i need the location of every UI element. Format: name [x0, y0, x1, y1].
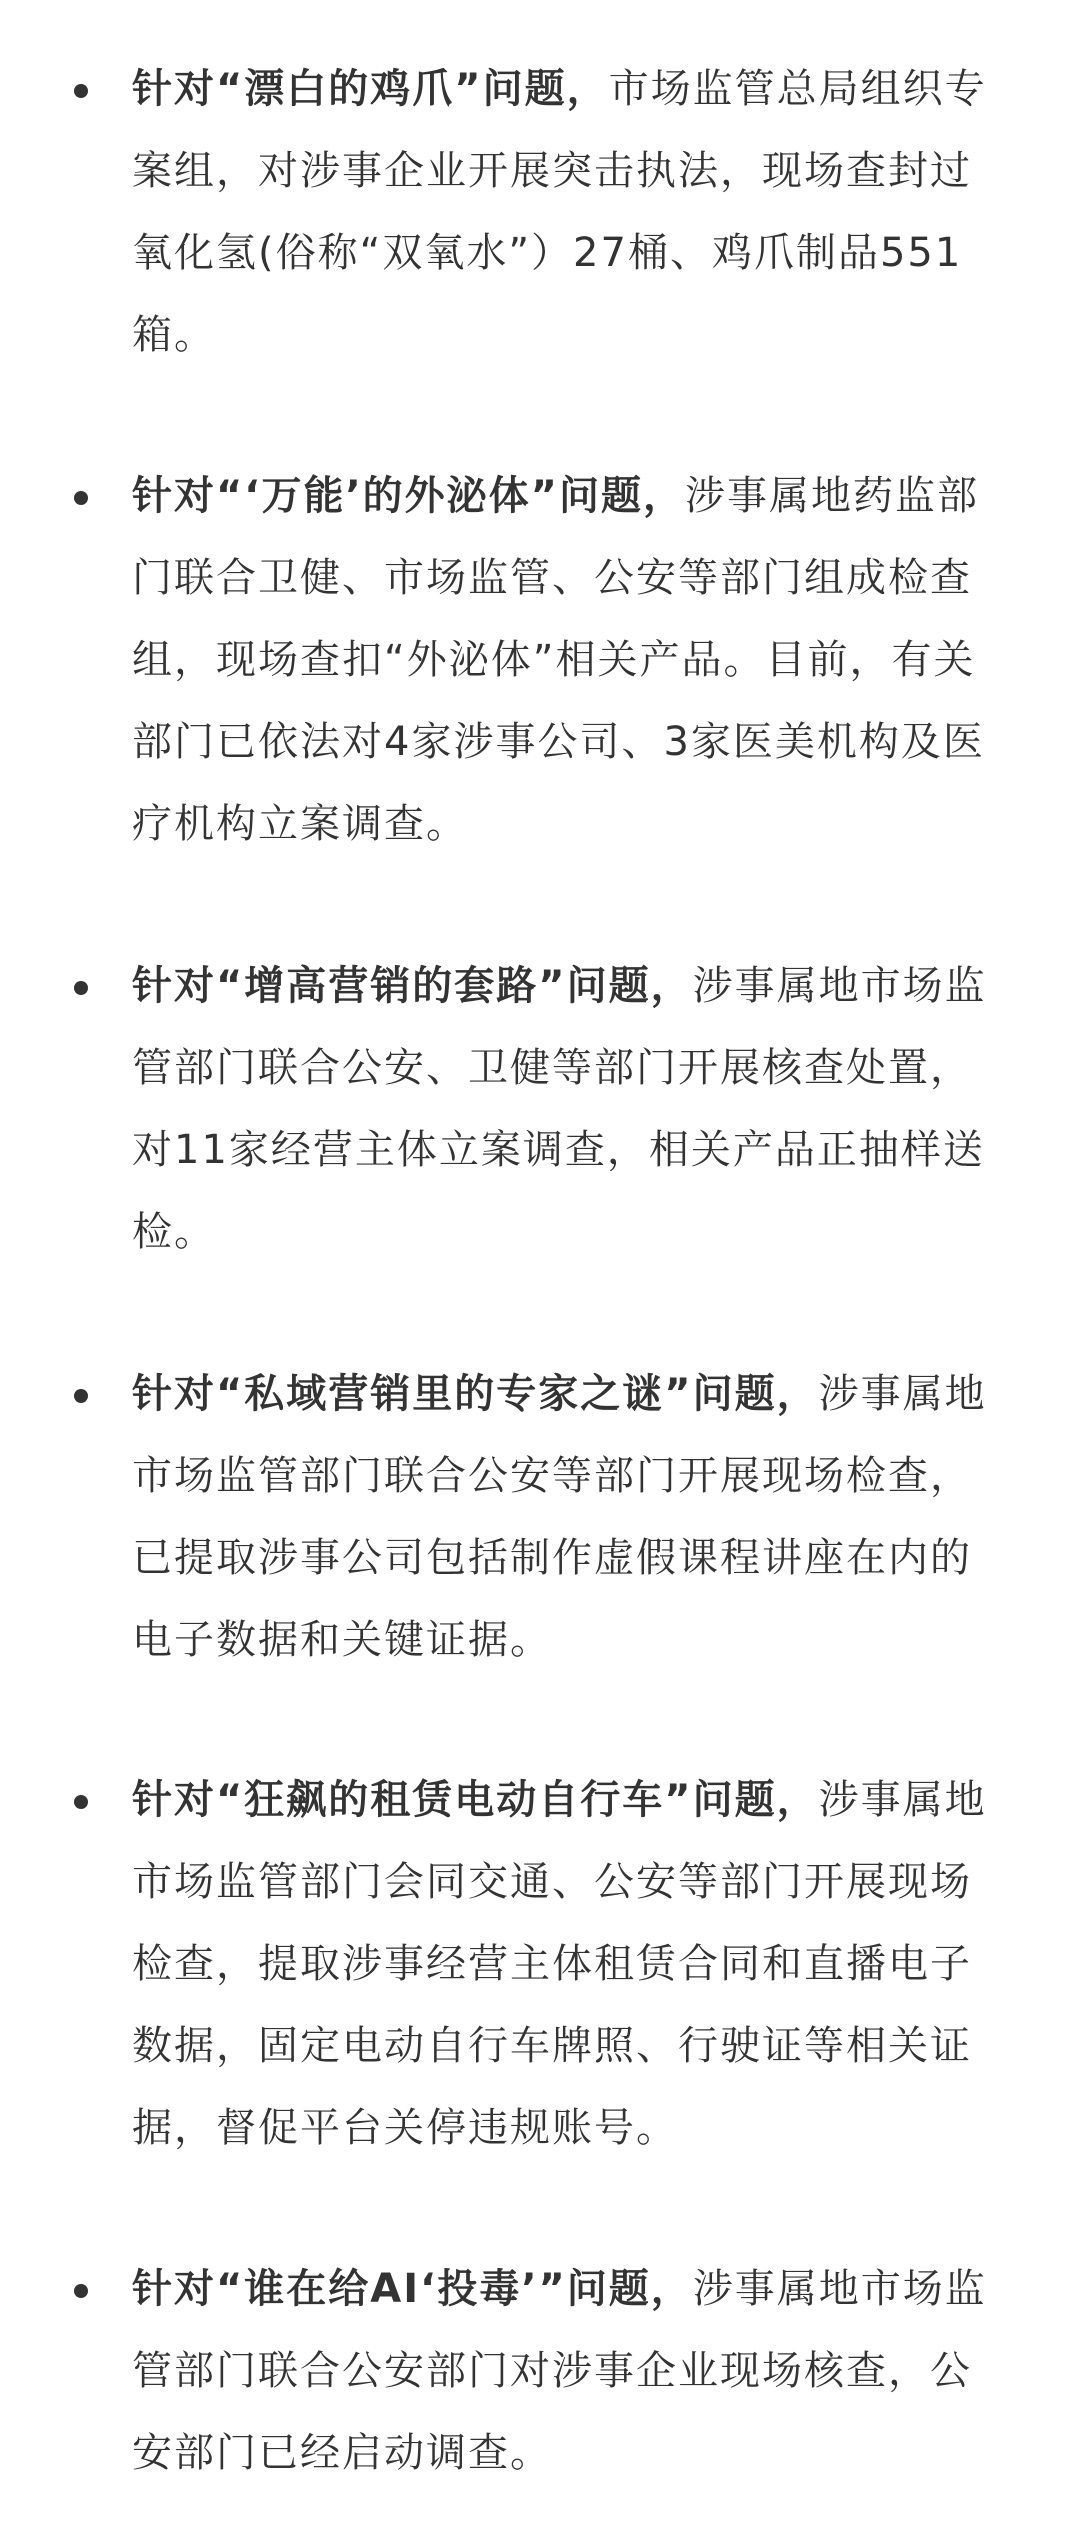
list-item-body: 市场监管总局组织专案组，对涉事企业开展突击执法，现场查封过氧化氢(俗称“双氧水”）27桶、鸡爪制品551箱。 — [132, 66, 987, 358]
list-item-text — [132, 455, 1012, 865]
list-item-text — [132, 1353, 1012, 1681]
bullet-dot — [74, 84, 88, 98]
bullet-dot — [74, 2284, 88, 2298]
list-item-body: 涉事属地市场监管部门联合公安部门对涉事企业现场核查，公安部门已经启动调查。 — [132, 2266, 987, 2476]
bullet-dot — [74, 1389, 88, 1403]
list-item-lead: 针对“漂白的鸡爪”问题， — [132, 66, 609, 112]
list-item-text — [132, 945, 1012, 1273]
list-item-lead: 针对“‘万能’的外泌体”问题， — [132, 473, 685, 519]
list-item-lead: 针对“谁在给AI‘投毒’”问题， — [132, 2266, 693, 2312]
list-item-text — [132, 1759, 1012, 2169]
list-item-lead: 针对“私域营销里的专家之谜”问题， — [132, 1371, 819, 1417]
bullet-dot — [74, 981, 88, 995]
list-item-text — [132, 48, 1012, 376]
list-item-lead: 针对“增高营销的套路”问题， — [132, 963, 693, 1009]
list-item-lead: 针对“狂飙的租赁电动自行车”问题， — [132, 1777, 819, 1823]
bullet-dot — [74, 491, 88, 505]
list-item-body: 涉事属地药监部门联合卫健、市场监管、公安等部门组成检查组，现场查扣“外泌体”相关产品。目前，有关部门已依法对4家涉事公司、3家医美机构及医疗机构立案调查。 — [132, 473, 985, 847]
bullet-dot — [74, 1795, 88, 1809]
list-item-body: 涉事属地市场监管部门会同交通、公安等部门开展现场检查，提取涉事经营主体租赁合同和直播电子数据，固定电动自行车牌照、行驶证等相关证据，督促平台关停违规账号。 — [132, 1777, 987, 2151]
list-item-body: 涉事属地市场监管部门联合公安等部门开展现场检查，已提取涉事公司包括制作虚假课程讲座在内的电子数据和关键证据。 — [132, 1371, 987, 1663]
list-item-body: 涉事属地市场监管部门联合公安、卫健等部门开展核查处置，对11家经营主体立案调查，相关产品正抽样送检。 — [132, 963, 987, 1255]
list-item-text — [132, 2248, 1012, 2494]
